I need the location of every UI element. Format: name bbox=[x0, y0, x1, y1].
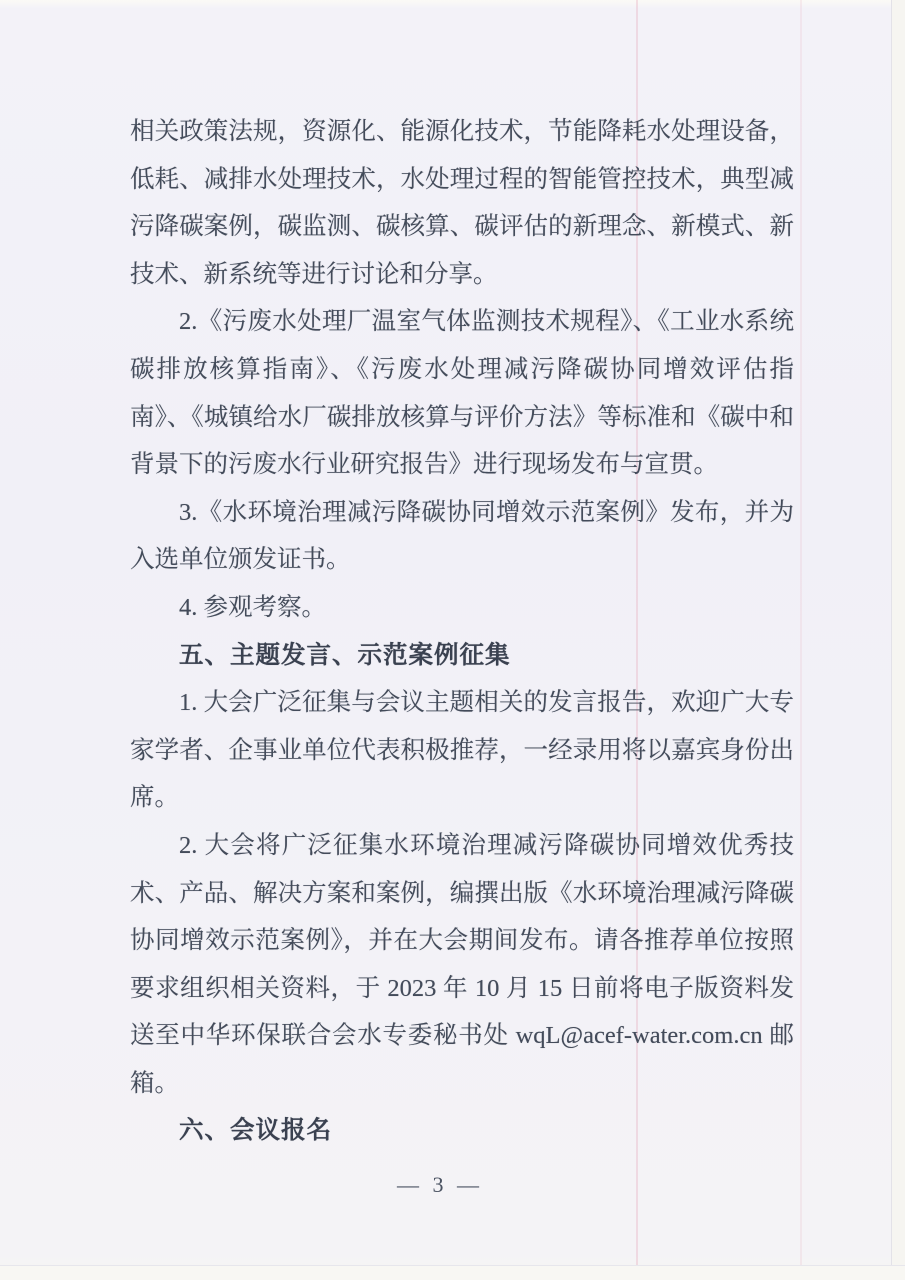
scan-page-bottom-edge bbox=[0, 1265, 905, 1280]
paragraph-solicitation-item-1-speech-reports: 1. 大会广泛征集与会议主题相关的发言报告，欢迎广大专家学者、企事业单位代表积极推荐，一经录用将以嘉宾身份出席。 bbox=[130, 689, 794, 812]
paragraph-agenda-item-4-site-visit: 4. 参观考察。 bbox=[179, 593, 326, 621]
section-heading-5-speech-and-case-solicitation: 五、主题发言、示范案例征集 bbox=[179, 641, 511, 669]
scan-artifact-pink-line-faint bbox=[800, 0, 802, 1266]
paragraph-agenda-item-2-standards-release: 2.《污废水处理厂温室气体监测技术规程》、《工业水系统碳排放核算指南》、《污废水处理减污降碳协同增效评估指南》、《城镇给水厂碳排放核算与评价方法》等标准和《碳中和背景下的污废水行业研究报告》进行现场发布与宣贯。 bbox=[130, 308, 794, 479]
page-number: — 3 — bbox=[397, 1172, 483, 1197]
section-heading-6-registration: 六、会议报名 bbox=[179, 1117, 332, 1145]
paragraph-agenda-topics-continuation: 相关政策法规，资源化、能源化技术，节能降耗水处理设备，低耗、减排水处理技术，水处理过程的智能管控技术，典型减污降碳案例，碳监测、碳核算、碳评估的新理念、新模式、新技术、新系统等进行讨论和分享。 bbox=[130, 118, 794, 288]
paragraph-solicitation-item-2-case-collection: 2. 大会将广泛征集水环境治理减污降碳协同增效优秀技术、产品、解决方案和案例，编撰出版《水环境治理减污降碳协同增效示范案例》，并在大会期间发布。请各推荐单位按照要求组织相关资料，于 2023 年 10 月 15 日前将电子版资料发送至中华环保联合会水专委秘书处 wqL@acef-water.com.cn 邮箱。 bbox=[130, 831, 794, 1097]
document-body bbox=[130, 108, 794, 1155]
scan-page-right-edge bbox=[891, 0, 905, 1280]
paragraph-agenda-item-3-case-publication: 3.《水环境治理减污降碳协同增效示范案例》发布，并为入选单位颁发证书。 bbox=[130, 498, 794, 574]
